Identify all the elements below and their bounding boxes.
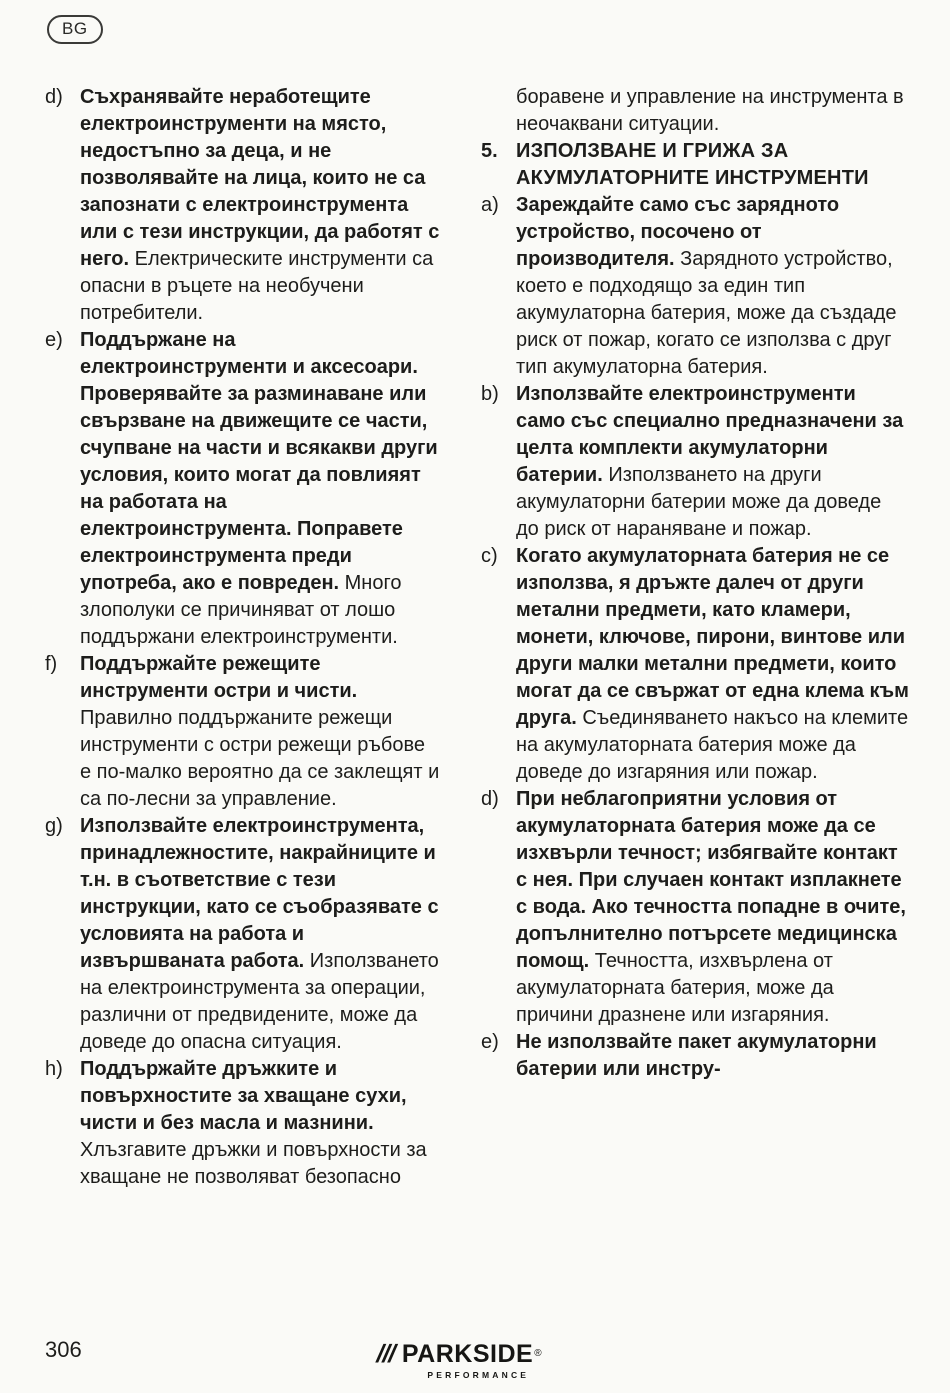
item-text: Съхранявайте неработещите електроинструменти на място, недостъпно за деца, и не позволявайте на лица, които не са запознати с електроинструмента или с тези инструкции, да работят с него. Електрическите инструменти са опасни в ръцете на необучени потребители. bbox=[80, 86, 440, 324]
item-marker: e) bbox=[45, 329, 63, 351]
item-marker: a) bbox=[481, 194, 499, 216]
section-heading bbox=[481, 138, 909, 192]
item-text: Зареждайте само със зарядното устройство, посочено от производителя. Зарядното устройство, което е подходящо за един тип акумулаторна батерия, може да създаде риск от пожар, когато се използва с друг тип акумулаторна батерия. bbox=[516, 194, 897, 378]
item-marker: e) bbox=[481, 1031, 499, 1053]
list-item bbox=[481, 786, 909, 1029]
logo-slashes-icon: /// bbox=[373, 1340, 399, 1368]
item-text: Не използвайте пакет акумулаторни батерии или инстру- bbox=[516, 1031, 877, 1080]
list-item bbox=[481, 1029, 909, 1083]
list-item bbox=[45, 84, 441, 327]
text-columns bbox=[45, 84, 909, 1191]
left-column bbox=[45, 84, 441, 1191]
right-column bbox=[481, 84, 909, 1191]
registered-trademark-icon: ® bbox=[534, 1347, 542, 1359]
parkside-logo bbox=[373, 1340, 542, 1380]
continuation-text: боравене и управление на инструмента в неочаквани ситуации. bbox=[516, 86, 904, 135]
list-item bbox=[45, 651, 441, 813]
item-text: Използвайте електроинструменти само със специално предназначени за целта комплекти акумулаторни батерии. Използването на други акумулаторни батерии може да доведе до риск от нараняване и пожар. bbox=[516, 383, 904, 540]
item-text: Поддържайте режещите инструменти остри и чисти. Правилно поддържаните режещи инструменти с остри режещи ръбове е по-малко вероятно да се заклещят и са по-лесни за управление. bbox=[80, 653, 440, 810]
list-item bbox=[481, 543, 909, 786]
item-marker: c) bbox=[481, 545, 498, 567]
page-number: 306 bbox=[45, 1337, 82, 1362]
item-marker: d) bbox=[481, 788, 499, 810]
item-marker: b) bbox=[481, 383, 499, 405]
item-marker: h) bbox=[45, 1058, 63, 1080]
logo-brand-text: PARKSIDE bbox=[401, 1340, 534, 1368]
item-marker: f) bbox=[45, 653, 58, 675]
item-text: ИЗПОЛЗВАНЕ И ГРИЖА ЗА АКУМУЛАТОРНИТЕ ИНСТРУМЕНТИ bbox=[516, 140, 869, 189]
item-marker: g) bbox=[45, 815, 63, 837]
item-text: Когато акумулаторната батерия не се използва, я дръжте далеч от други метални предмети, като кламери, монети, ключове, пирони, винтове или други малки метални предмети, които могат да се свържат от една клема към друга. Съединяването накъсо на клемите на акумулаторната батерия може да доведе до изгаряния или пожар. bbox=[516, 545, 909, 783]
list-item bbox=[481, 192, 909, 381]
list-item bbox=[481, 381, 909, 543]
list-item bbox=[45, 327, 441, 651]
item-marker: d) bbox=[45, 86, 63, 108]
item-text: При неблагоприятни условия от акумулаторната батерия може да се изхвърли течност; избягвайте контакт с нея. При случаен контакт изплакнете с вода. Ако течността попадне в очите, допълнително потърсете медицинска помощ. Течността, изхвърлена от акумулаторната батерия, може да причини дразнене или изгаряния. bbox=[516, 788, 906, 1026]
item-text: Поддържайте дръжките и повърхностите за хващане сухи, чисти и без масла и мазнини. Хлъзгавите дръжки и повърхности за хващане не позволяват безопасно bbox=[80, 1058, 427, 1188]
item-marker: 5. bbox=[481, 140, 498, 162]
item-text: Използвайте електроинструмента, принадлежностите, накрайниците и т.н. в съответствие с тези инструкции, като се съобразявате с условията на работа и извършваната работа. Използването на електроинструмента за операции, различни от предвидените, може да доведе до опасна ситуация. bbox=[80, 815, 439, 1053]
list-item bbox=[45, 813, 441, 1056]
list-item bbox=[45, 1056, 441, 1191]
right-column-items bbox=[481, 138, 909, 1083]
item-text: Поддържане на електроинструменти и аксесоари. Проверявайте за разминаване или свързване на движещите се части, счупване на части и всякакви други условия, които могат да повлияят на работата на електроинструмента. Поправете електроинструмента преди употреба, ако е повреден. Много злополуки се причиняват от лошо поддържани електроинструменти. bbox=[80, 329, 438, 648]
logo-subtitle: PERFORMANCE bbox=[427, 1370, 530, 1380]
logo-wordmark bbox=[373, 1340, 542, 1369]
language-badge: BG bbox=[47, 15, 103, 44]
